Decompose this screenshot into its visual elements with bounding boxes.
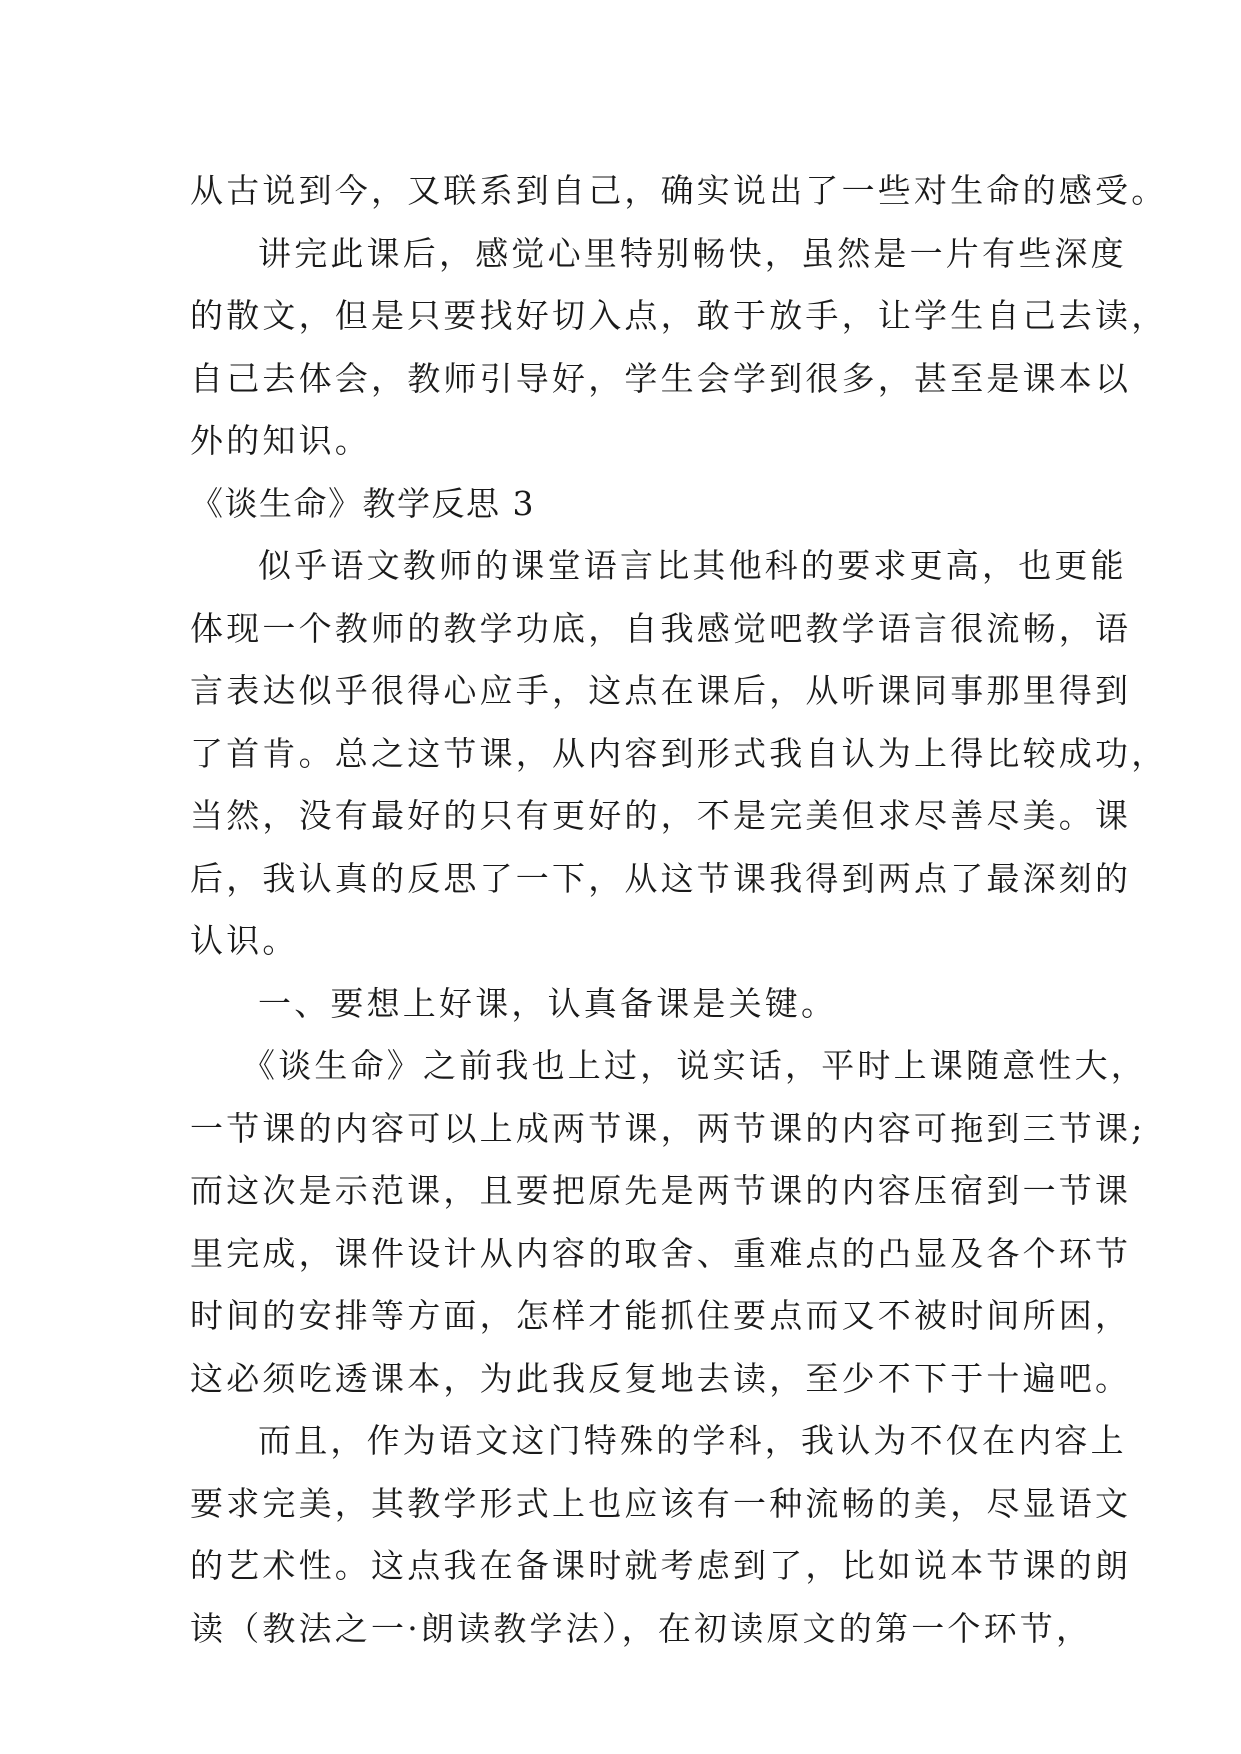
text-line: 了首肯。总之这节课，从内容到形式我自认为上得比较成功， bbox=[190, 733, 1168, 773]
text-line: 这必须吃透课本，为此我反复地去读，至少不下于十遍吧。 bbox=[190, 1358, 1132, 1398]
paragraph-start-line: 讲完此课后，感觉心里特别畅快，虽然是一片有些深度 bbox=[258, 233, 1127, 273]
text-line: 当然，没有最好的只有更好的，不是完美但求尽善尽美。课 bbox=[190, 796, 1132, 835]
text-line: 里完成，课件设计从内容的取舍、重难点的凸显及各个环节 bbox=[190, 1233, 1132, 1273]
text-line: 自己去体会，教师引导好，学生会学到很多，甚至是课本以 bbox=[190, 358, 1132, 398]
text-line: 从古说到今，又联系到自己，确实说出了一些对生命的感受。 bbox=[190, 171, 1168, 210]
text-line: 体现一个教师的教学功底，自我感觉吧教学语言很流畅，语 bbox=[190, 608, 1132, 648]
paragraph-start-line: 而且，作为语文这门特殊的学科，我认为不仅在内容上 bbox=[258, 1421, 1127, 1460]
text-line: 的艺术性。这点我在备课时就考虑到了，比如说本节课的朗 bbox=[190, 1546, 1132, 1585]
text-line: 一节课的内容可以上成两节课，两节课的内容可拖到三节课; bbox=[190, 1108, 1146, 1148]
text-line: 的散文，但是只要找好切入点，敢于放手，让学生自己去读， bbox=[190, 296, 1168, 335]
text-line: 认识。 bbox=[190, 921, 299, 960]
text-line: 时间的安排等方面，怎样才能抓住要点而又不被时间所困， bbox=[190, 1296, 1132, 1335]
text-line: 要求完美，其教学形式上也应该有一种流畅的美，尽显语文 bbox=[190, 1483, 1132, 1523]
section-heading: 《谈生命》教学反思 3 bbox=[190, 483, 535, 523]
text-line: 后，我认真的反思了一下，从这节课我得到两点了最深刻的 bbox=[190, 858, 1132, 898]
text-line: 读（教法之一·朗读教学法），在初读原文的第一个环节， bbox=[190, 1608, 1093, 1648]
text-line: 外的知识。 bbox=[190, 421, 371, 460]
paragraph-start-line: 似乎语文教师的课堂语言比其他科的要求更高，也更能 bbox=[258, 546, 1127, 585]
text-line: 言表达似乎很得心应手，这点在课后，从听课同事那里得到 bbox=[190, 671, 1132, 710]
body-text bbox=[190, 160, 1168, 1660]
point-heading: 一、要想上好课，认真备课是关键。 bbox=[258, 983, 838, 1023]
text-line: 而这次是示范课，且要把原先是两节课的内容压宿到一节课 bbox=[190, 1171, 1132, 1210]
paragraph-start-line: 《谈生命》之前我也上过，说实话，平时上课随意性大， bbox=[242, 1046, 1147, 1085]
